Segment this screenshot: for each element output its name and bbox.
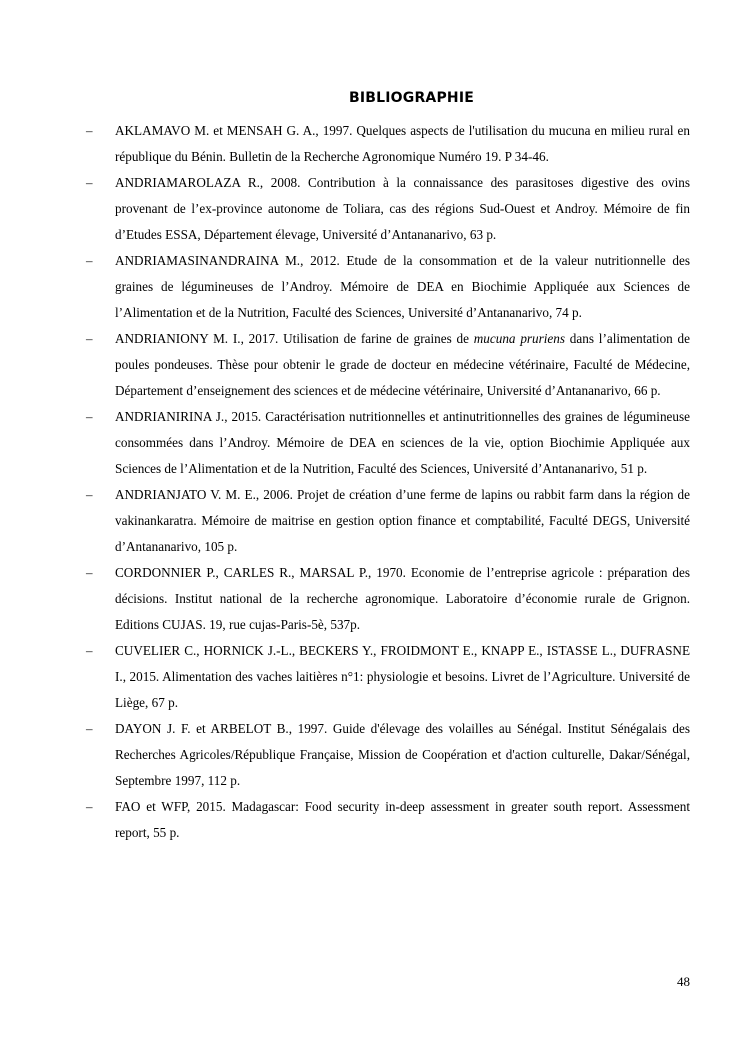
bullet-dash: – [86,643,93,658]
page-title: BIBLIOGRAPHIE [348,90,475,106]
bibliography-entry [86,118,690,170]
entry-text: ANDRIANIRINA J., 2015. Caractérisation nutritionnelles et antinutritionnelles des graines de légumineuse consommées dans l’Androy. Mémoire de DEA en sciences de la vie, option Biochimie Appliquée aux Sciences de l’Alimentation et de la Nutrition, Faculté des Sciences, Université d’Antananarivo, 51 p. [115,409,690,476]
entry-text: ANDRIANIONY M. I., 2017. Utilisation de farine de graines de [115,331,474,346]
entry-text: ANDRIANJATO V. M. E., 2006. Projet de création d’une ferme de lapins ou rabbit farm dans la région de vakinankaratra. Mémoire de maitrise en gestion option finance et comptabilité, Faculté DEGS, Université d’Antananarivo, 105 p. [115,487,690,554]
bullet-dash: – [86,721,93,736]
bibliography-entry [86,716,690,794]
page-number: 48 [677,974,690,989]
entry-text-continued: dans l’alimentation de poules pondeuses. Thèse pour obtenir le grade de docteur en médecine vétérinaire, Faculté de Médecine, Département d’enseignement des sciences et de médecine vétérinaire, Université d’Antananarivo, 66 p. [115,331,690,398]
entry-text: CORDONNIER P., CARLES R., MARSAL P., 1970. Economie de l’entreprise agricole : préparation des décisions. Institut national de la recherche agronomique. Laboratoire d’économie rurale de Grignon. Editions CUJAS. 19, rue cujas-Paris-5è, 537p. [115,565,690,632]
bibliography-entry [86,638,690,716]
bibliography-entry [86,248,690,326]
entry-text: ANDRIAMASINANDRAINA M., 2012. Etude de la consommation et de la valeur nutritionnelle des graines de légumineuses de l’Androy. Mémoire de DEA en Biochimie Appliquée aux Sciences de l’Alimentation et de la Nutrition, Faculté des Sciences, Université d’Antananarivo, 74 p. [115,253,690,320]
bullet-dash: – [86,409,93,424]
bullet-dash: – [86,253,93,268]
entry-italic-text: mucuna pruriens [473,331,566,346]
bullet-dash: – [86,175,93,190]
entry-text: CUVELIER C., HORNICK J.-L., BECKERS Y., FROIDMONT E., KNAPP E., ISTASSE L., DUFRASNE I., 2015. Alimentation des vaches laitières n°1: physiologie et besoins. Livret de l’Agriculture. Université de Liège, 67 p. [115,643,690,710]
entry-text: DAYON J. F. et ARBELOT B., 1997. Guide d'élevage des volailles au Sénégal. Institut Sénégalais des Recherches Agricoles/République Française, Mission de Coopération et d'action culturelle, Dakar/Sénégal, Septembre 1997, 112 p. [115,721,690,788]
bibliography-entry [86,326,690,404]
entry-text: AKLAMAVO M. et MENSAH G. A., 1997. Quelques aspects de l'utilisation du mucuna en milieu rural en république du Bénin. Bulletin de la Recherche Agronomique Numéro 19. P 34-46. [115,123,690,164]
bibliography-entry [86,794,690,846]
bibliography-entry [86,560,690,638]
entry-text: FAO et WFP, 2015. Madagascar: Food security in-deep assessment in greater south report. Assessment report, 55 p. [115,799,690,840]
bullet-dash: – [86,331,93,346]
bullet-dash: – [86,799,93,814]
bibliography-list [86,118,690,846]
entry-text: ANDRIAMAROLAZA R., 2008. Contribution à la connaissance des parasitoses digestive des ovins provenant de l’ex-province autonome de Toliara, cas des régions Sud-Ouest et Androy. Mémoire de fin d’Etudes ESSA, Département élevage, Université d’Antananarivo, 63 p. [115,175,690,242]
bibliography-entry [86,404,690,482]
bibliography-entry [86,170,690,248]
bullet-dash: – [86,565,93,580]
bullet-dash: – [86,487,93,502]
bullet-dash: – [86,123,93,138]
bibliography-entry [86,482,690,560]
